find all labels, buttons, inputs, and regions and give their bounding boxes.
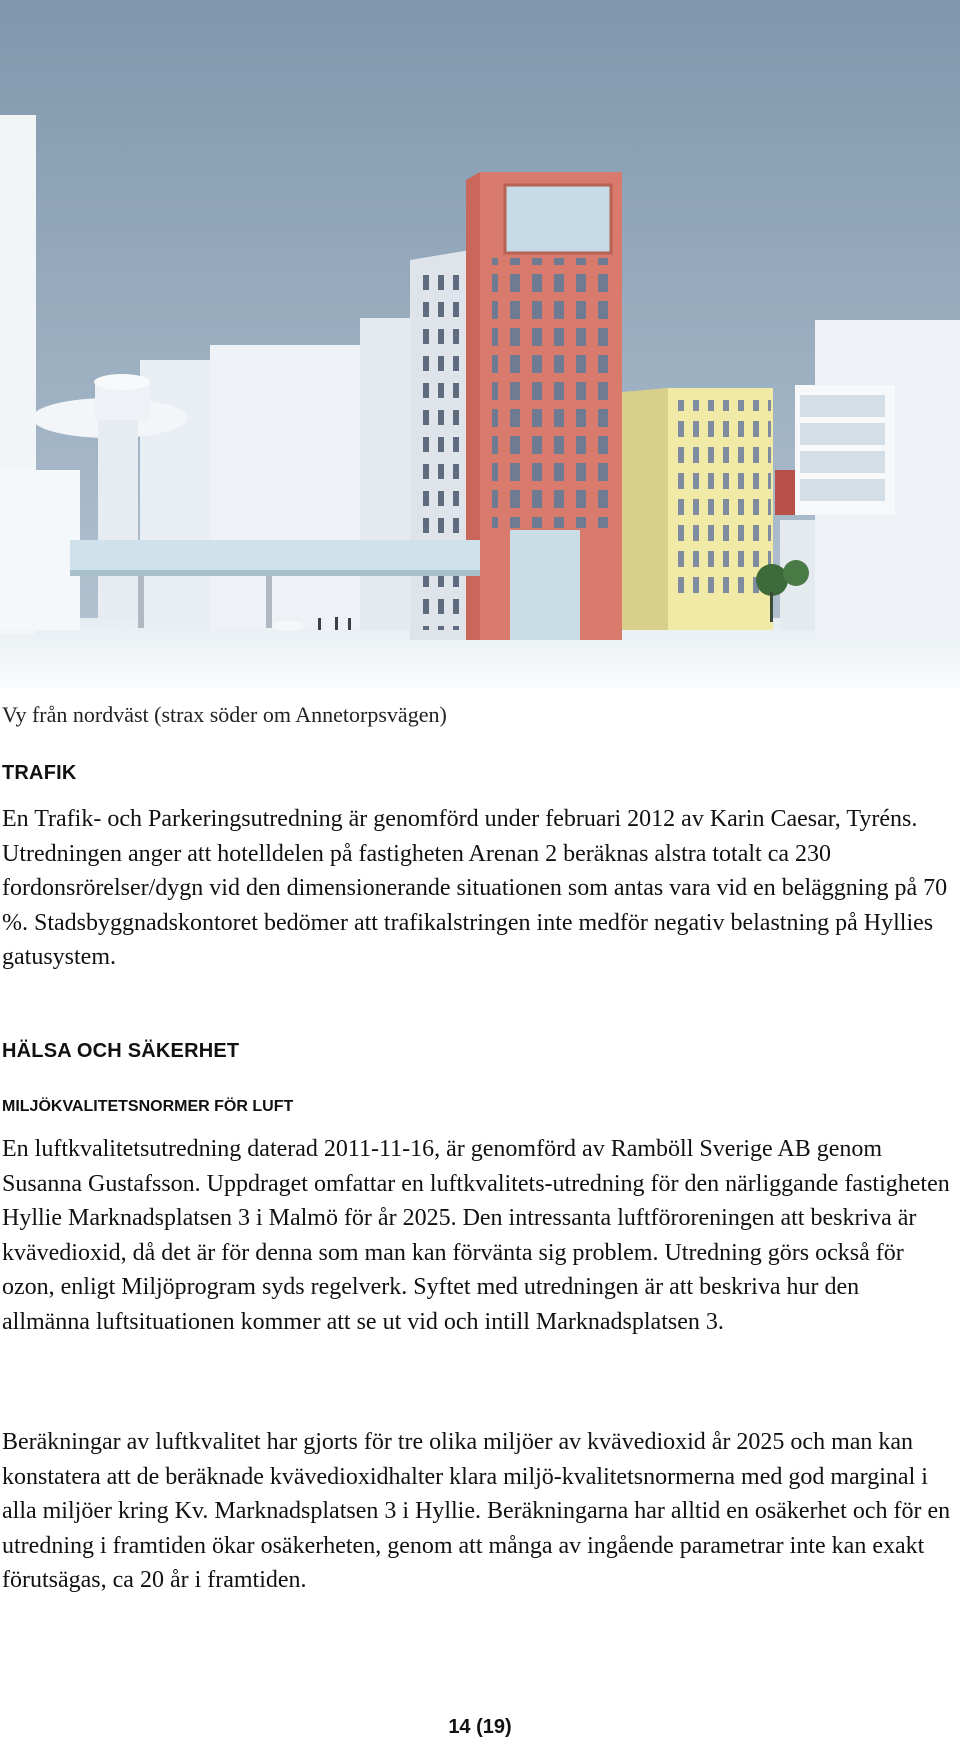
paragraph-trafik: En Trafik- och Parkeringsutredning är genomförd under februari 2012 av Karin Caesar, Tyréns. Utredningen anger att hotelldelen på fastigheten Arenan 2 beräknas alstra totalt ca 230 fordonsrörelser/dygn vid den dimensionerande situationen som antas vara vid en beläggning på 70 %. Stadsbyggnadskontoret bedömer att trafikalstringen inte medför negativ belastning på Hyllies gatusystem. (2, 806, 948, 971)
subheading-miljokvalitetsnormer: MILJÖKVALITETSNORMER FÖR LUFT (2, 1098, 294, 1115)
paragraph-berakningar: Beräkningar av luftkvalitet har gjorts för tre olika miljöer av kvävedioxid år 2025 och man kan konstatera att de beräknade kvävedioxidhalter klara miljö-kvalitetsnormerna med god marginal i alla miljöer kring Kv. Marknadsplatsen 3 i Hyllie. Beräkningarna har alltid en osäkerhet och för en utredning i framtiden ökar osäkerheten, genom att många av ingående parametrar inte kan exakt förutsägas, ca 20 år i framtiden. (2, 1429, 951, 1594)
paragraph-luftkvalitet: En luftkvalitetsutredning daterad 2011-11-16, är genomförd av Ramböll Sverige AB genom Susanna Gustafsson. Uppdraget omfattar en luftkvalitets-utredning för den närliggande fastigheten Hyllie Marknadsplatsen 3 i Malmö för år 2025. Den intressanta luftföroreningen att beskriva är kvävedioxid, då det är för denna som man kan förvänta sig problem. Utredning görs också för ozon, enligt Miljöprogram syds regelverk. Syftet med utredningen är att beskriva hur den allmänna luftsituationen kommer att se ut vid och intill Marknadsplatsen 3. (2, 1136, 950, 1335)
building-render-image (0, 0, 960, 688)
heading-halsa-och-sakerhet: HÄLSA OCH SÄKERHET (2, 1040, 240, 1062)
heading-trafik: TRAFIK (2, 762, 77, 784)
image-caption: Vy från nordväst (strax söder om Annetorpsvägen) (2, 702, 447, 727)
page-number: 14 (19) (448, 1716, 512, 1738)
